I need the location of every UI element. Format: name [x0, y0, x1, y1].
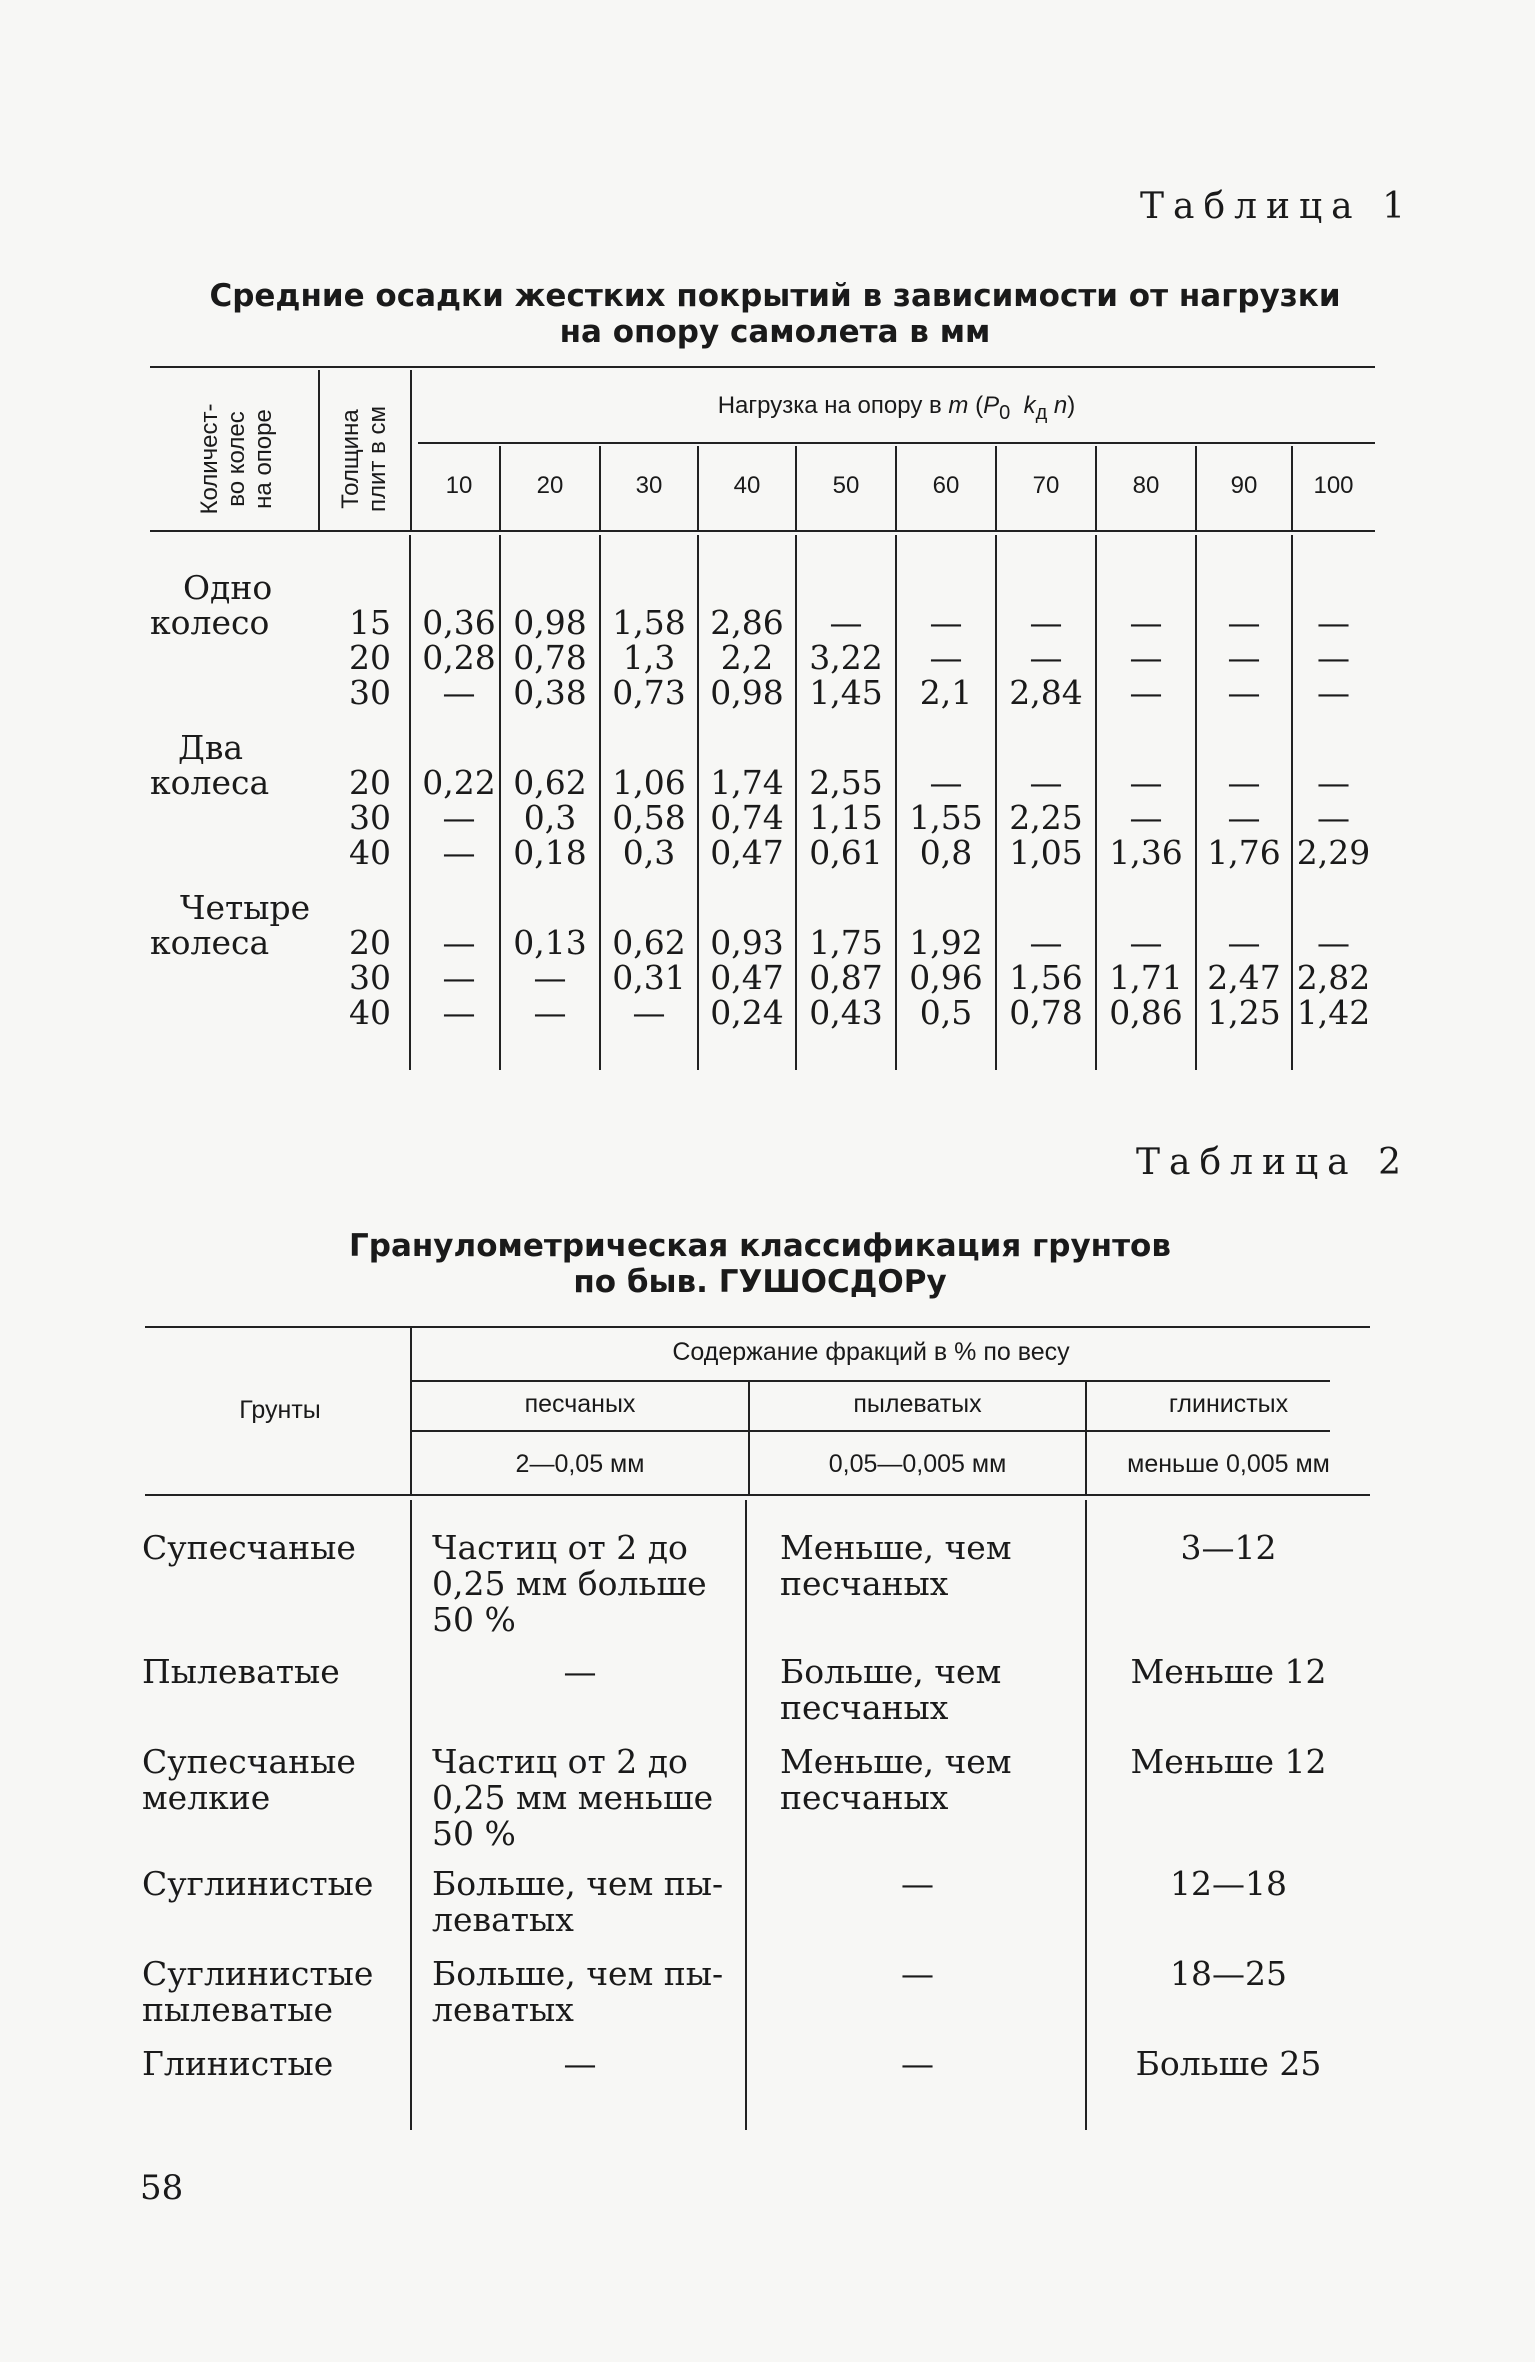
- value-cell: 2,29: [1296, 833, 1371, 872]
- load-header: Нагрузка на опору в т ($P_0$ $k_д$ n): [717, 392, 1076, 424]
- value-cell: 0,3: [523, 798, 577, 837]
- silt-cell: песчаных: [780, 1778, 949, 1817]
- sub-header-sand: песчаных: [524, 1390, 636, 1418]
- silt-cell: песчаных: [780, 1564, 949, 1603]
- size-clay: меньше 0,005 мм: [1127, 1450, 1330, 1478]
- soil-name: мелкие: [142, 1778, 271, 1817]
- value-cell: 0,96: [909, 958, 983, 997]
- value-cell: —: [1227, 603, 1261, 642]
- value-cell: 2,1: [919, 673, 973, 712]
- silt-cell: Меньше, чем: [780, 1528, 1012, 1567]
- value-cell: 0,18: [513, 833, 587, 872]
- value-cell: 1,74: [710, 763, 784, 802]
- silt-cell: —: [901, 1954, 934, 1993]
- group-name: колеса: [150, 763, 270, 802]
- value-cell: 2,84: [1009, 673, 1083, 712]
- value-cell: 3,22: [809, 638, 883, 677]
- value-cell: —: [929, 638, 963, 677]
- load-col-30: 30: [635, 472, 663, 499]
- value-cell: —: [442, 798, 476, 837]
- value-cell: —: [1317, 638, 1350, 677]
- value-cell: 0,8: [919, 833, 973, 872]
- col-wheels-header: Количест- во колес на опоре: [196, 403, 277, 515]
- clay-cell: 12—18: [1170, 1864, 1287, 1903]
- value-cell: 2,86: [710, 603, 784, 642]
- value-cell: 0,22: [422, 763, 496, 802]
- soil-name: Пылеватые: [142, 1652, 340, 1691]
- content-header: Содержание фракций в % по весу: [672, 1338, 1070, 1366]
- value-cell: —: [1129, 638, 1163, 677]
- value-cell: 2,82: [1296, 958, 1371, 997]
- value-cell: —: [632, 993, 666, 1032]
- clay-cell: Больше 25: [1135, 2044, 1322, 2083]
- value-cell: —: [929, 603, 963, 642]
- value-cell: —: [1317, 673, 1350, 712]
- load-col-80: 80: [1132, 472, 1160, 499]
- value-cell: —: [442, 833, 476, 872]
- value-cell: 1,92: [909, 923, 983, 962]
- value-cell: 0,5: [919, 993, 973, 1032]
- value-cell: 0,47: [710, 958, 784, 997]
- value-cell: —: [1227, 923, 1261, 962]
- sand-cell: Частиц от 2 до: [432, 1528, 688, 1567]
- value-cell: 1,58: [612, 603, 686, 642]
- value-cell: 1,75: [809, 923, 883, 962]
- value-cell: 2,25: [1009, 798, 1083, 837]
- sub-header-silt: пылеватых: [853, 1390, 982, 1418]
- value-cell: 2,47: [1207, 958, 1281, 997]
- group-name: колеса: [150, 923, 270, 962]
- value-cell: —: [1227, 763, 1261, 802]
- thickness-cell: 30: [349, 958, 391, 997]
- size-silt: 0,05—0,005 мм: [828, 1450, 1007, 1478]
- value-cell: —: [533, 958, 567, 997]
- value-cell: 0,31: [612, 958, 686, 997]
- value-cell: —: [829, 603, 863, 642]
- silt-cell: Меньше, чем: [780, 1742, 1012, 1781]
- thickness-cell: 20: [349, 763, 391, 802]
- value-cell: —: [1317, 923, 1350, 962]
- group-name: Два: [178, 728, 244, 767]
- value-cell: 1,42: [1296, 993, 1371, 1032]
- value-cell: 1,71: [1109, 958, 1183, 997]
- sand-cell: —: [563, 1652, 597, 1691]
- sand-cell: 50 %: [432, 1814, 516, 1853]
- value-cell: 0,73: [612, 673, 686, 712]
- value-cell: 0,36: [422, 603, 496, 642]
- soil-name: Глинистые: [142, 2044, 334, 2083]
- value-cell: —: [1029, 923, 1063, 962]
- value-cell: —: [1029, 763, 1063, 802]
- load-col-70: 70: [1032, 472, 1060, 499]
- value-cell: 0,62: [513, 763, 587, 802]
- value-cell: —: [1317, 763, 1350, 802]
- table2-title-line1: Гранулометрическая классификация грунтов: [349, 1228, 1171, 1264]
- value-cell: 0,78: [1009, 993, 1083, 1032]
- sand-cell: Частиц от 2 до: [432, 1742, 688, 1781]
- sand-cell: 0,25 мм меньше: [432, 1778, 714, 1817]
- col-thickness-header: Толщина плит в см: [337, 406, 391, 512]
- silt-cell: —: [901, 2044, 934, 2083]
- value-cell: 0,13: [513, 923, 587, 962]
- clay-cell: 3—12: [1180, 1528, 1277, 1567]
- value-cell: 0,58: [612, 798, 686, 837]
- value-cell: —: [1317, 798, 1350, 837]
- value-cell: 0,43: [809, 993, 883, 1032]
- value-cell: —: [1317, 603, 1350, 642]
- clay-cell: 18—25: [1170, 1954, 1287, 1993]
- soil-name: Супесчаные: [142, 1742, 356, 1781]
- value-cell: 0,93: [710, 923, 784, 962]
- value-cell: 0,74: [710, 798, 784, 837]
- sand-cell: леватых: [432, 1900, 574, 1939]
- table1-title-line1: Средние осадки жестких покрытий в зависимости от нагрузки: [209, 278, 1341, 314]
- value-cell: —: [1227, 638, 1261, 677]
- table1-title-line2: на опору самолета в мм: [559, 314, 991, 350]
- value-cell: 1,55: [909, 798, 983, 837]
- thickness-cell: 40: [349, 833, 391, 872]
- value-cell: —: [1029, 638, 1063, 677]
- sand-cell: Больше, чем пы-: [432, 1954, 724, 1993]
- value-cell: 1,05: [1009, 833, 1083, 872]
- value-cell: 0,98: [710, 673, 784, 712]
- value-cell: —: [1129, 923, 1163, 962]
- value-cell: —: [929, 763, 963, 802]
- value-cell: 0,24: [710, 993, 784, 1032]
- value-cell: 0,47: [710, 833, 784, 872]
- thickness-cell: 40: [349, 993, 391, 1032]
- value-cell: —: [1029, 603, 1063, 642]
- group-name: Четыре: [180, 888, 311, 927]
- value-cell: 1,56: [1009, 958, 1083, 997]
- thickness-cell: 30: [349, 673, 391, 712]
- table1-label: Таблица 1: [1140, 186, 1414, 227]
- load-col-60: 60: [932, 472, 960, 499]
- table2-label: Таблица 2: [1136, 1142, 1410, 1183]
- value-cell: 0,3: [622, 833, 676, 872]
- load-col-100: 100: [1313, 472, 1354, 499]
- table2-title-line2: по быв. ГУШОСДОРу: [573, 1264, 947, 1300]
- value-cell: —: [1129, 603, 1163, 642]
- load-col-20: 20: [536, 472, 564, 499]
- value-cell: —: [442, 673, 476, 712]
- silt-cell: Больше, чем: [780, 1652, 1002, 1691]
- thickness-cell: 20: [349, 638, 391, 677]
- value-cell: —: [1129, 673, 1163, 712]
- clay-cell: Меньше 12: [1130, 1652, 1327, 1691]
- value-cell: —: [442, 958, 476, 997]
- value-cell: 0,62: [612, 923, 686, 962]
- value-cell: —: [1227, 798, 1261, 837]
- value-cell: 0,38: [513, 673, 587, 712]
- value-cell: —: [533, 993, 567, 1032]
- soil-name: Супесчаные: [142, 1528, 356, 1567]
- value-cell: 0,78: [513, 638, 587, 677]
- value-cell: 0,98: [513, 603, 587, 642]
- sand-cell: леватых: [432, 1990, 574, 2029]
- value-cell: —: [1129, 798, 1163, 837]
- thickness-cell: 30: [349, 798, 391, 837]
- value-cell: —: [1129, 763, 1163, 802]
- value-cell: 1,15: [809, 798, 883, 837]
- value-cell: 1,25: [1207, 993, 1281, 1032]
- value-cell: 0,86: [1109, 993, 1183, 1032]
- load-col-10: 10: [445, 472, 473, 499]
- value-cell: 1,36: [1109, 833, 1183, 872]
- value-cell: —: [442, 923, 476, 962]
- value-cell: 1,3: [622, 638, 676, 677]
- clay-cell: Меньше 12: [1130, 1742, 1327, 1781]
- sand-cell: 0,25 мм больше: [432, 1564, 707, 1603]
- value-cell: 1,76: [1207, 833, 1281, 872]
- sand-cell: 50 %: [432, 1600, 516, 1639]
- value-cell: 1,45: [809, 673, 883, 712]
- sand-cell: Больше, чем пы-: [432, 1864, 724, 1903]
- group-name: Одно: [183, 568, 273, 607]
- group-name: колесо: [150, 603, 270, 642]
- value-cell: 0,87: [809, 958, 883, 997]
- silt-cell: —: [901, 1864, 934, 1903]
- page-number: 58: [140, 2168, 184, 2208]
- sub-header-clay: глинистых: [1168, 1390, 1289, 1418]
- size-sand: 2—0,05 мм: [515, 1450, 645, 1478]
- value-cell: 0,61: [809, 833, 883, 872]
- value-cell: 0,28: [422, 638, 496, 677]
- soil-name: Суглинистые: [142, 1954, 374, 1993]
- value-cell: 2,2: [720, 638, 774, 677]
- thickness-cell: 15: [349, 603, 391, 642]
- silt-cell: песчаных: [780, 1688, 949, 1727]
- soil-name: пылеватые: [142, 1990, 334, 2029]
- load-col-40: 40: [733, 472, 761, 499]
- load-col-50: 50: [832, 472, 860, 499]
- value-cell: 2,55: [809, 763, 883, 802]
- col-soil-header: Грунты: [239, 1396, 321, 1424]
- value-cell: 1,06: [612, 763, 686, 802]
- thickness-cell: 20: [349, 923, 391, 962]
- soil-name: Суглинистые: [142, 1864, 374, 1903]
- load-col-90: 90: [1230, 472, 1258, 499]
- value-cell: —: [1227, 673, 1261, 712]
- value-cell: —: [442, 993, 476, 1032]
- sand-cell: —: [563, 2044, 597, 2083]
